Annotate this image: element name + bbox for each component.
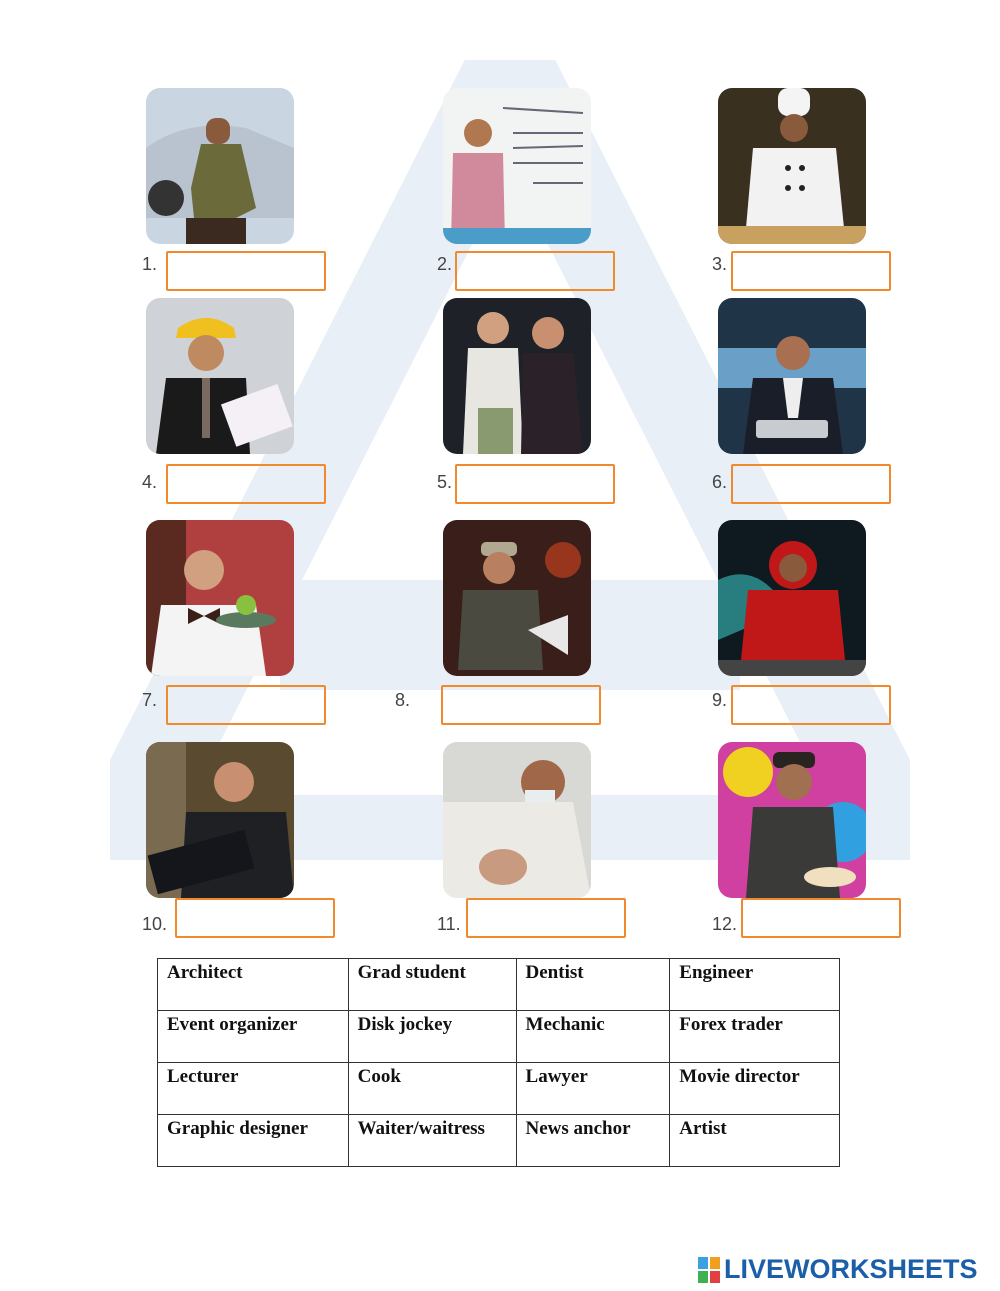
liveworksheets-logo-icon xyxy=(698,1257,720,1283)
word-cell: Dentist xyxy=(516,959,670,1011)
answer-field-10[interactable] xyxy=(175,898,335,938)
word-cell: Graphic designer xyxy=(158,1115,349,1167)
word-cell: Movie director xyxy=(670,1063,840,1115)
artist-photo xyxy=(718,742,866,898)
item-number: 6. xyxy=(712,472,728,492)
item-number: 4. xyxy=(142,472,158,492)
word-cell: Disk jockey xyxy=(348,1011,516,1063)
answer-field-1[interactable] xyxy=(166,251,326,291)
word-cell: Lawyer xyxy=(516,1063,670,1115)
word-cell: Architect xyxy=(158,959,349,1011)
item-number: 9. xyxy=(712,690,728,710)
answer-field-5[interactable] xyxy=(455,464,615,504)
answer-field-2[interactable] xyxy=(455,251,615,291)
word-cell: Forex trader xyxy=(670,1011,840,1063)
table-row xyxy=(158,1011,840,1063)
liveworksheets-brand[interactable] xyxy=(698,1254,978,1285)
news-anchor-photo xyxy=(718,298,866,454)
waitress-photo xyxy=(146,520,294,676)
word-cell: Waiter/waitress xyxy=(348,1115,516,1167)
dentist-photo xyxy=(443,742,591,898)
answer-field-6[interactable] xyxy=(731,464,891,504)
word-bank-table xyxy=(157,958,840,1167)
word-cell: Grad student xyxy=(348,959,516,1011)
answer-field-8[interactable] xyxy=(441,685,601,725)
item-number: 12. xyxy=(712,914,738,934)
movie-director-photo xyxy=(443,520,591,676)
word-cell: Lecturer xyxy=(158,1063,349,1115)
word-cell: Cook xyxy=(348,1063,516,1115)
word-cell: Artist xyxy=(670,1115,840,1167)
item-number: 10. xyxy=(142,914,168,934)
word-cell: Mechanic xyxy=(516,1011,670,1063)
item-number: 8. xyxy=(395,690,411,710)
mechanic-photo xyxy=(146,88,294,244)
answer-field-4[interactable] xyxy=(166,464,326,504)
item-number: 2. xyxy=(437,254,453,274)
event-organizer-photo xyxy=(443,298,591,454)
answer-field-3[interactable] xyxy=(731,251,891,291)
answer-field-11[interactable] xyxy=(466,898,626,938)
engineer-photo xyxy=(146,298,294,454)
cook-photo xyxy=(718,88,866,244)
answer-field-7[interactable] xyxy=(166,685,326,725)
answer-field-12[interactable] xyxy=(741,898,901,938)
disk-jockey-photo xyxy=(718,520,866,676)
table-row xyxy=(158,959,840,1011)
item-number: 3. xyxy=(712,254,728,274)
lecturer-photo xyxy=(443,88,591,244)
brand-name: LIVEWORKSHEETS xyxy=(724,1254,978,1284)
lawyer-photo xyxy=(146,742,294,898)
item-number: 5. xyxy=(437,472,453,492)
table-row xyxy=(158,1063,840,1115)
table-row xyxy=(158,1115,840,1167)
item-number: 1. xyxy=(142,254,158,274)
answer-field-9[interactable] xyxy=(731,685,891,725)
item-number: 7. xyxy=(142,690,158,710)
word-cell: Engineer xyxy=(670,959,840,1011)
word-cell: News anchor xyxy=(516,1115,670,1167)
item-number: 11. xyxy=(437,914,461,934)
word-cell: Event organizer xyxy=(158,1011,349,1063)
